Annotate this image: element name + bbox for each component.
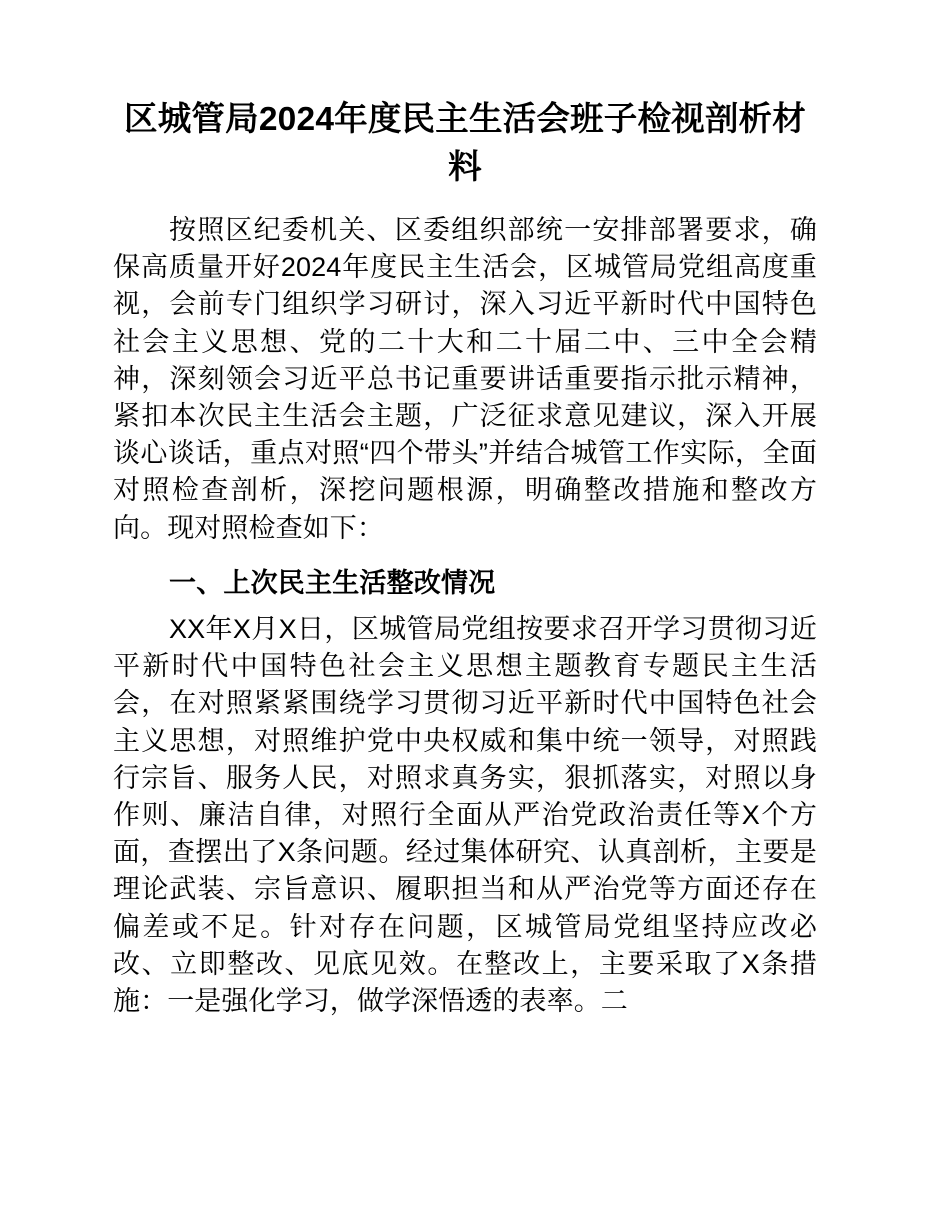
- paragraph-intro: 按照区纪委机关、区委组织部统一安排部署要求，确保高质量开好2024年度民主生活会，区城管局党组高度重视，会前专门组织学习研讨，深入习近平新时代中国特色社会主义思想、党的二十大和二十届二中、三中全会精神，深刻领会习近平总书记重要讲话重要指示批示精神，紧扣本次民主生活会主题，广泛征求意见建议，深入开展谈心谈话，重点对照“四个带头”并结合城管工作实际，全面对照检查剖析，深挖问题根源，明确整改措施和整改方向。现对照检查如下：: [113, 215, 817, 543]
- paragraph-spacer: [113, 547, 817, 556]
- page-title: 区城管局2024年度民主生活会班子检视剖析材料: [124, 101, 806, 186]
- document-body: [113, 96, 817, 1020]
- paragraph-section-1-body: XX年X月X日，区城管局党组按要求召开学习贯彻习近平新时代中国特色社会主义思想主题教育专题民主生活会，在对照紧紧围绕学习贯彻习近平新时代中国特色社会主义思想，对照维护党中央权威和集中统一领导，对照践行宗旨、服务人民，对照求真务实，狠抓落实，对照以身作则、廉洁自律，对照行全面从严治党政治责任等X个方面，查摆出了X条问题。经过集体研究、认真剖析，主要是理论武装、宗旨意识、履职担当和从严治党等方面还存在偏差或不足。针对存在问题，区城管局党组坚持应改必改、立即整改、见底见效。在整改上，主要采取了X条措施：一是强化学习，做学深悟透的表率。二: [113, 614, 817, 1017]
- section-heading-1: 一、上次民主生活整改情况: [169, 567, 496, 598]
